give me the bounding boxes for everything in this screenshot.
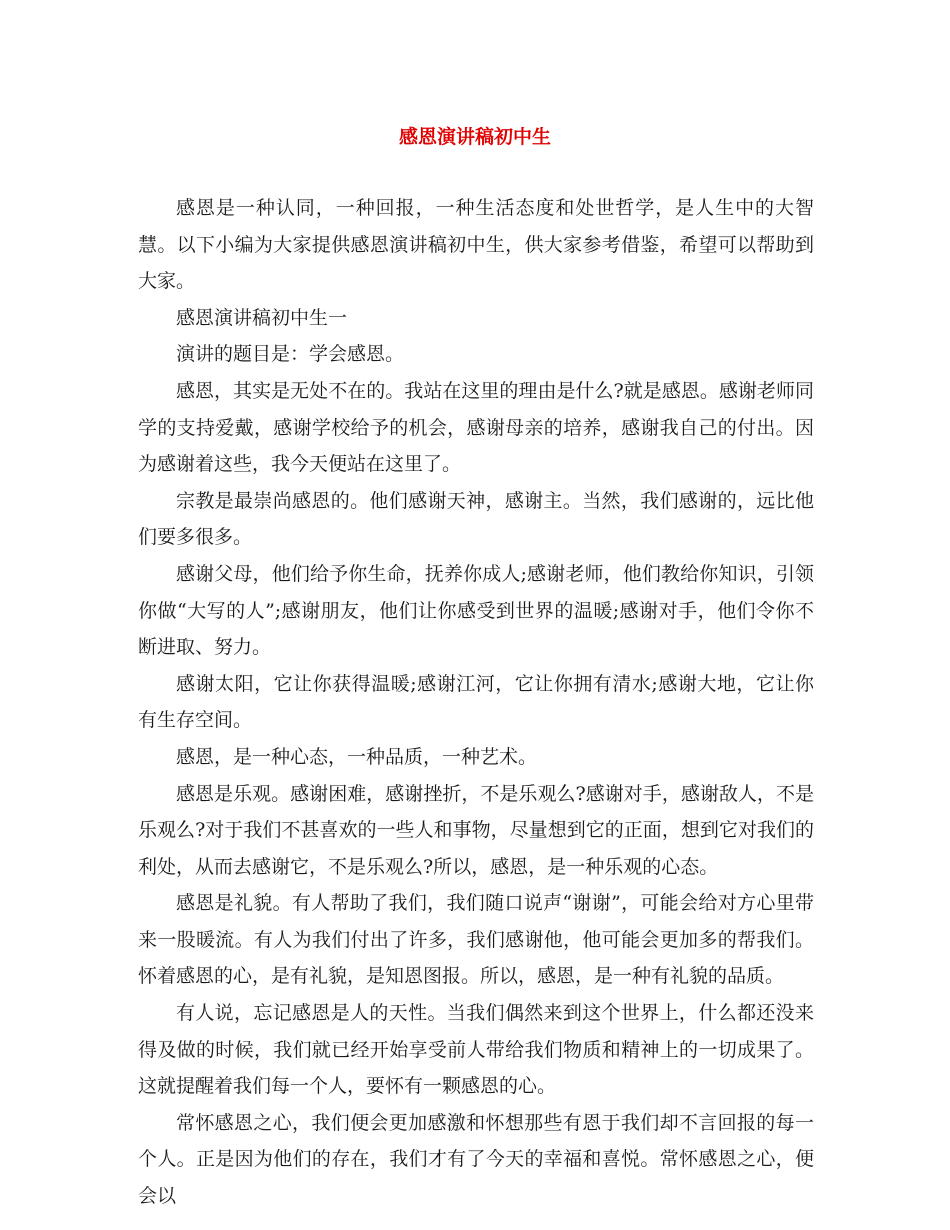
paragraph: 感恩，是一种心态，一种品质，一种艺术。: [176, 745, 538, 768]
paragraph: 常怀感恩之心，我们便会更加感激和怀想那些有恩于我们却不言回报的每一个人。正是因为他们的存在，我们才有了今天的幸福和喜悦。常怀感恩之心，便会以: [138, 1111, 814, 1208]
document-body: [138, 190, 814, 1215]
paragraph: 感谢父母，他们给予你生命，抚养你成人;感谢老师，他们教给你知识，引领你做“大写的人”;感谢朋友，他们让你感受到世界的温暖;感谢对手，他们令你不断进取、努力。: [138, 562, 814, 659]
paragraph: 感恩，其实是无处不在的。我站在这里的理由是什么?就是感恩。感谢老师同学的支持爱戴，感谢学校给予的机会，感谢母亲的培养，感谢我自己的付出。因为感谢着这些，我今天便站在这里了。: [138, 379, 814, 476]
paragraph: 感恩是礼貌。有人帮助了我们，我们随口说声“谢谢”，可能会给对方心里带来一股暖流。有人为我们付出了许多，我们感谢他，他可能会更加多的帮我们。怀着感恩的心，是有礼貌，是知恩图报。所以，感恩，是一种有礼貌的品质。: [138, 892, 814, 988]
document-title: 感恩演讲稿初中生: [398, 126, 551, 148]
paragraph-section-heading: 感恩演讲稿初中生一: [176, 306, 348, 329]
paragraph: 感谢太阳，它让你获得温暖;感谢江河，它让你拥有清水;感谢大地，它让你有生存空间。: [138, 672, 814, 732]
paragraph: 宗教是最崇尚感恩的。他们感谢天神，感谢主。当然，我们感谢的，远比他们要多很多。: [138, 489, 814, 549]
paragraph-intro: 感恩是一种认同，一种回报，一种生活态度和处世哲学，是人生中的大智慧。以下小编为大家提供感恩演讲稿初中生，供大家参考借鉴，希望可以帮助到大家。: [138, 197, 814, 293]
paragraph: 感恩是乐观。感谢困难，感谢挫折，不是乐观么?感谢对手，感谢敌人，不是乐观么?对于我们不甚喜欢的一些人和事物，尽量想到它的正面，想到它对我们的利处，从而去感谢它，不是乐观么?所以，感恩，是一种乐观的心态。: [138, 782, 814, 878]
paragraph-speech-topic: 演讲的题目是：学会感恩。: [176, 343, 405, 366]
paragraph: 有人说，忘记感恩是人的天性。当我们偶然来到这个世界上，什么都还没来得及做的时候，我们就已经开始享受前人带给我们物质和精神上的一切成果了。这就提醒着我们每一个人，要怀有一颗感恩的心。: [138, 1002, 814, 1098]
